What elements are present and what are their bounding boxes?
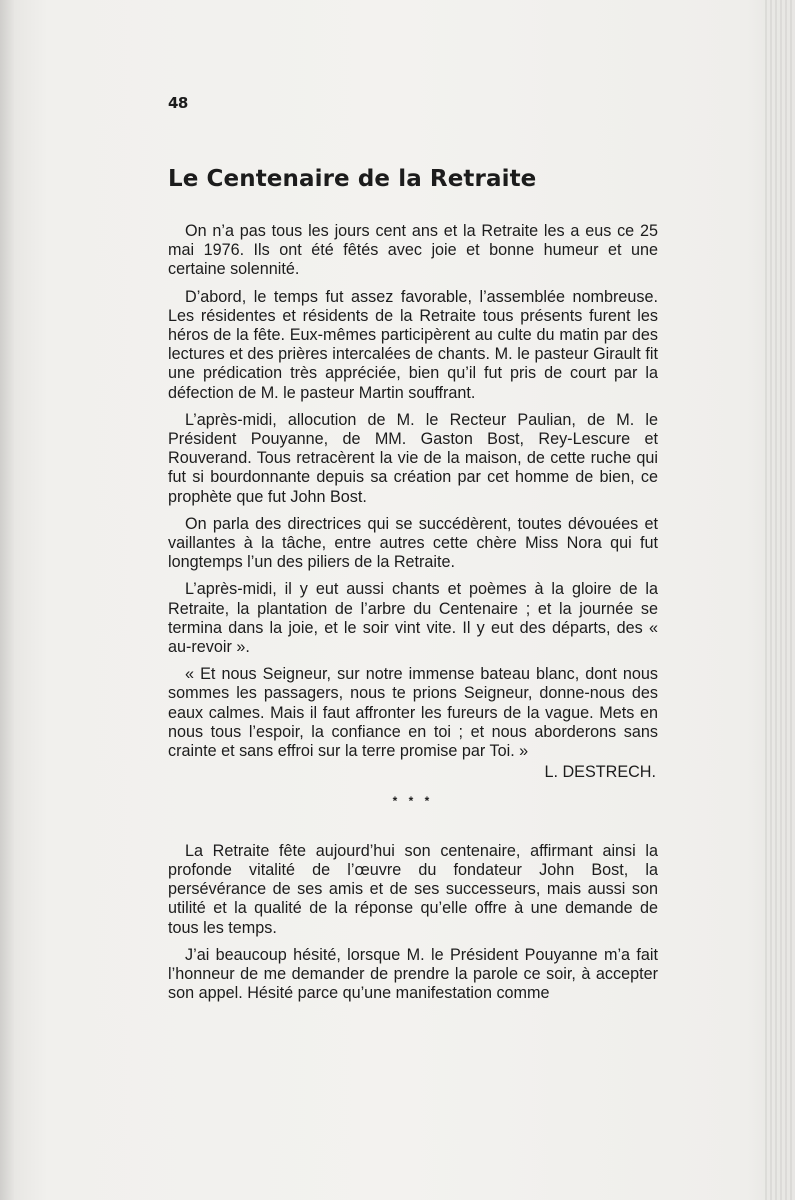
page-edge-right [765, 0, 795, 1200]
paragraph: L’après-midi, il y eut aussi chants et poèmes à la gloire de la Retraite, la plantation de l’arbre du Centenaire ; et la journée se termina dans la joie, et le soir vint vite. Il y eut des départs, des « au-revoir ». [168, 580, 658, 657]
page-number: 48 [168, 94, 188, 112]
prayer-quote: « Et nous Seigneur, sur notre immense bateau blanc, dont nous sommes les passagers, nous te prions Seigneur, donne-nous des eaux calmes. Mais il faut affronter les fureurs de la vague. Mets en nous tous l’espoir, la confiance en toi ; et nous aborderons sans crainte et sans effroi sur la terre promise par Toi. » [168, 665, 658, 761]
paragraph: On n’a pas tous les jours cent ans et la Retraite les a eus ce 25 mai 1976. Ils ont été fêtés avec joie et bonne humeur et une certaine solennité. [168, 222, 658, 279]
article-title: Le Centenaire de la Retraite [168, 166, 537, 192]
article-body [168, 222, 658, 1011]
paragraph: On parla des directrices qui se succédèrent, toutes dévouées et vaillantes à la tâche, entre autres cette chère Miss Nora qui fut longtemps l’un des piliers de la Retraite. [168, 514, 658, 572]
paragraph: D’abord, le temps fut assez favorable, l’assemblée nombreuse. Les résidentes et résidents de la Retraite tous présents furent les héros de la fête. Eux-mêmes participèrent au culte du matin par des lectures et des prières intercalées de chants. M. le pasteur Girault fit une prédication très appréciée, bien qu’il fut pris de court par la défection de M. le pasteur Martin souffrant. [168, 287, 658, 402]
page-edge-left [0, 0, 14, 1200]
paragraph: J’ai beaucoup hésité, lorsque M. le Président Pouyanne m’a fait l’honneur de me demander de prendre la parole ce soir, à accepter son appel. Hésité parce qu’une manifestation comme [168, 945, 658, 1003]
paragraph: La Retraite fête aujourd’hui son centenaire, affirmant ainsi la profonde vitalité de l’œuvre du fondateur John Bost, la persévérance de ses amis et de ses successeurs, mais aussi son utilité et la qualité de la réponse qu’elle offre à une demande de tous les temps. [168, 841, 658, 937]
author-signature: L. DESTRECH. [544, 763, 656, 782]
paragraph: L’après-midi, allocution de M. le Recteur Paulian, de M. le Président Pouyanne, de MM. Gaston Bost, Rey-Lescure et Rouverand. Tous retracèrent la vie de la maison, de cette ruche qui fut si bourdonnante depuis sa création par cet homme de bien, ce prophète que fut John Bost. [168, 410, 658, 506]
section-separator: * * * [392, 794, 434, 809]
